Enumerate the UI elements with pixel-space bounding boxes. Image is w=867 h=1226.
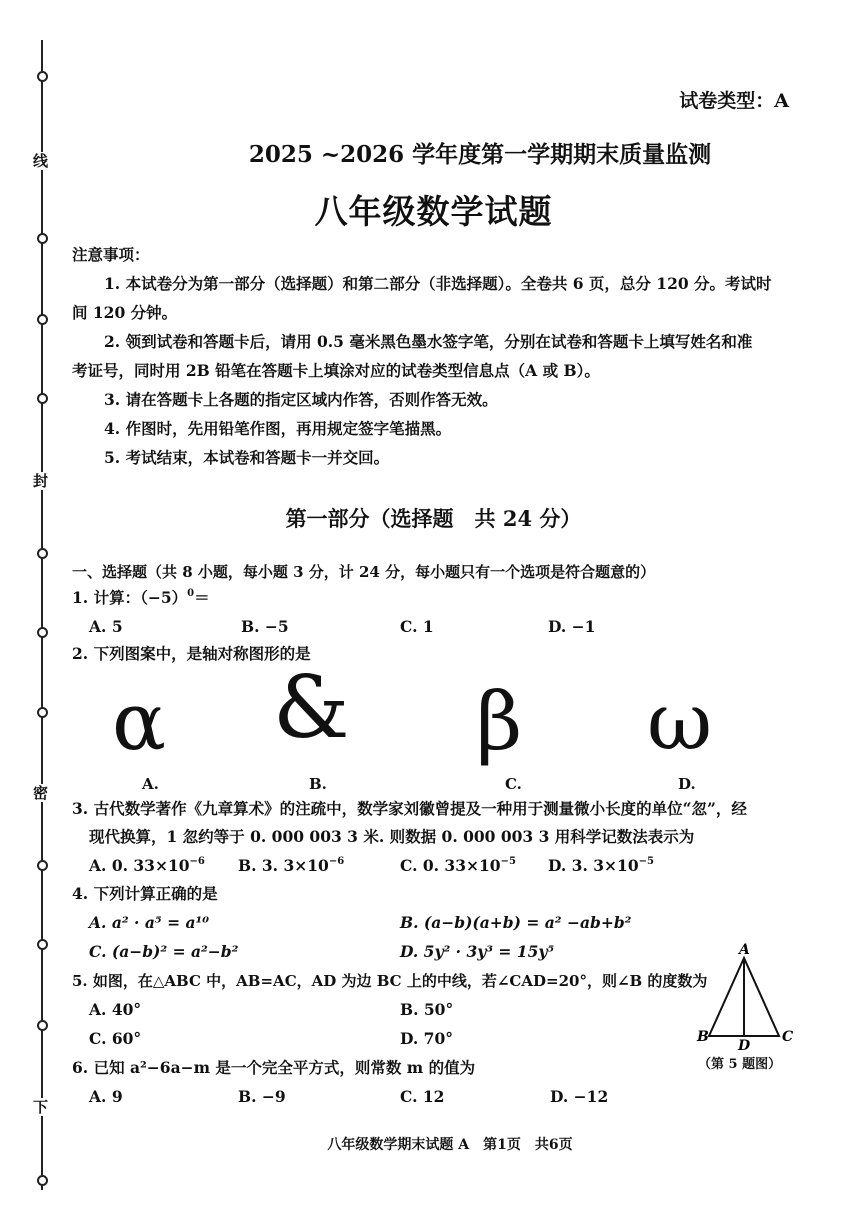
ampersand-symbol: & <box>273 658 350 758</box>
binding-hole <box>37 233 48 244</box>
option-d: D. 5y² · 3y³ = 15y⁵ <box>400 942 555 961</box>
binding-hole <box>37 1175 48 1186</box>
label-a: A <box>739 942 750 958</box>
exam-header-line: 2025 ~2026 学年度第一学期期末质量监测 <box>248 141 712 168</box>
notice-item: 考证号，同时用 2B 铅笔在答题卡上填涂对应的试卷类型信息点（A 或 B）。 <box>72 361 600 380</box>
option-d: D. −1 <box>548 617 596 636</box>
option-a: A. 0. $33\times 10^{-6}$ <box>89 856 205 875</box>
question-stem: 现代换算，1 忽约等于 0. 000 003 3 米. 则数据 0. 000 003 3 用科学记数法表示为 <box>89 827 695 846</box>
option-a-label: A. <box>142 775 159 793</box>
question-stem: 3. 古代数学著作《九章算术》的注疏中，数学家刘徽曾提及一种用于测量微小长度的单位“忽”，经 <box>72 799 747 818</box>
part1-heading: 第一部分（选择题 共 24 分） <box>285 506 582 531</box>
label-b: B <box>697 1029 709 1045</box>
notice-item: 间 120 分钟。 <box>72 303 178 322</box>
option-d: D. 70° <box>400 1029 454 1048</box>
option-d: D. 3. $3\times 10^{-5}$ <box>548 856 654 875</box>
binding-hole <box>37 548 48 559</box>
binding-char-xia: 下 <box>33 1098 49 1116</box>
label-d: D <box>738 1038 751 1054</box>
binding-char-xian: 线 <box>33 152 49 170</box>
binding-hole <box>37 627 48 638</box>
notice-item: 5. 考试结束，本试卷和答题卡一并交回。 <box>104 448 390 467</box>
option-b: B. −9 <box>238 1087 286 1106</box>
notice-item: 2. 领到试卷和答题卡后，请用 0.5 毫米黑色墨水签字笔，分别在试卷和答题卡上填写姓名和准 <box>104 332 753 351</box>
option-a: A. 40° <box>89 1000 142 1019</box>
binding-hole <box>37 393 48 404</box>
option-d: D. −12 <box>550 1087 609 1106</box>
omega-symbol: ω <box>647 675 713 768</box>
question-stem: 6. 已知 a²−6a−m 是一个完全平方式，则常数 m 的值为 <box>72 1058 476 1077</box>
page-footer: 八年级数学期末试题 A 第1页 共6页 <box>327 1137 573 1153</box>
exponent: 0 <box>187 588 195 599</box>
binding-char-mi: 密 <box>33 784 49 802</box>
question-stem-text: ＝ <box>194 588 210 607</box>
binding-hole <box>37 71 48 82</box>
option-a: A. 9 <box>89 1087 123 1106</box>
figure-caption: （第 5 题图） <box>698 1057 782 1072</box>
option-c: C. 1 <box>400 617 434 636</box>
option-b: B. 50° <box>400 1000 454 1019</box>
binding-char-feng: 封 <box>33 472 49 490</box>
option-c-label: C. <box>505 775 522 793</box>
question-stem: 5. 如图，在△ABC 中，AB=AC，AD 为边 BC 上的中线，若∠CAD=20°，则∠B 的度数为 <box>72 972 708 990</box>
section-heading: 一、选择题（共 8 小题，每小题 3 分，计 24 分，每小题只有一个选项是符合题意的） <box>72 563 656 581</box>
page-title: 八年级数学试题 <box>314 192 553 231</box>
question-stem: 4. 下列计算正确的是 <box>72 884 218 903</box>
notice-item: 3. 请在答题卡上各题的指定区域内作答，否则作答无效。 <box>104 390 498 409</box>
notice-heading: 注意事项： <box>72 245 150 264</box>
triangle-figure <box>695 940 805 1070</box>
option-c: C. 12 <box>400 1087 445 1106</box>
exam-type-label: 试卷类型：A <box>679 90 789 112</box>
binding-hole <box>37 314 48 325</box>
label-c: C <box>782 1029 794 1045</box>
question-stem <box>72 587 210 609</box>
option-b: B. −5 <box>241 617 289 636</box>
notice-item: 4. 作图时，先用铅笔作图，再用规定签字笔描黑。 <box>104 419 452 438</box>
question-stem: 2. 下列图案中，是轴对称图形的是 <box>72 644 311 663</box>
notice-item: 1. 本试卷分为第一部分（选择题）和第二部分（非选择题）。全卷共 6 页，总分 120 分。考试时 <box>104 274 772 293</box>
binding-hole <box>37 707 48 718</box>
option-c: C. (a−b)² = a²−b² <box>89 942 239 961</box>
binding-hole <box>37 939 48 950</box>
question-stem-text: 1. 计算：（−5） <box>72 588 188 607</box>
binding-hole <box>37 1020 48 1031</box>
triangle-diagram <box>695 940 805 1070</box>
option-b-label: B. <box>309 775 327 793</box>
option-d-label: D. <box>678 775 696 793</box>
option-a: A. 5 <box>89 617 123 636</box>
beta-symbol: β <box>476 675 523 768</box>
option-c: C. 0. $33\times 10^{-5}$ <box>400 856 516 875</box>
alpha-symbol: α <box>112 675 167 768</box>
option-b: B. 3. $3\times 10^{-6}$ <box>238 856 345 875</box>
binding-hole <box>37 860 48 871</box>
option-c: C. 60° <box>89 1029 142 1048</box>
option-b: B. (a−b)(a+b) = a² −ab+b² <box>400 913 632 932</box>
option-a: A. a² · a⁵ = a¹⁰ <box>89 913 210 932</box>
